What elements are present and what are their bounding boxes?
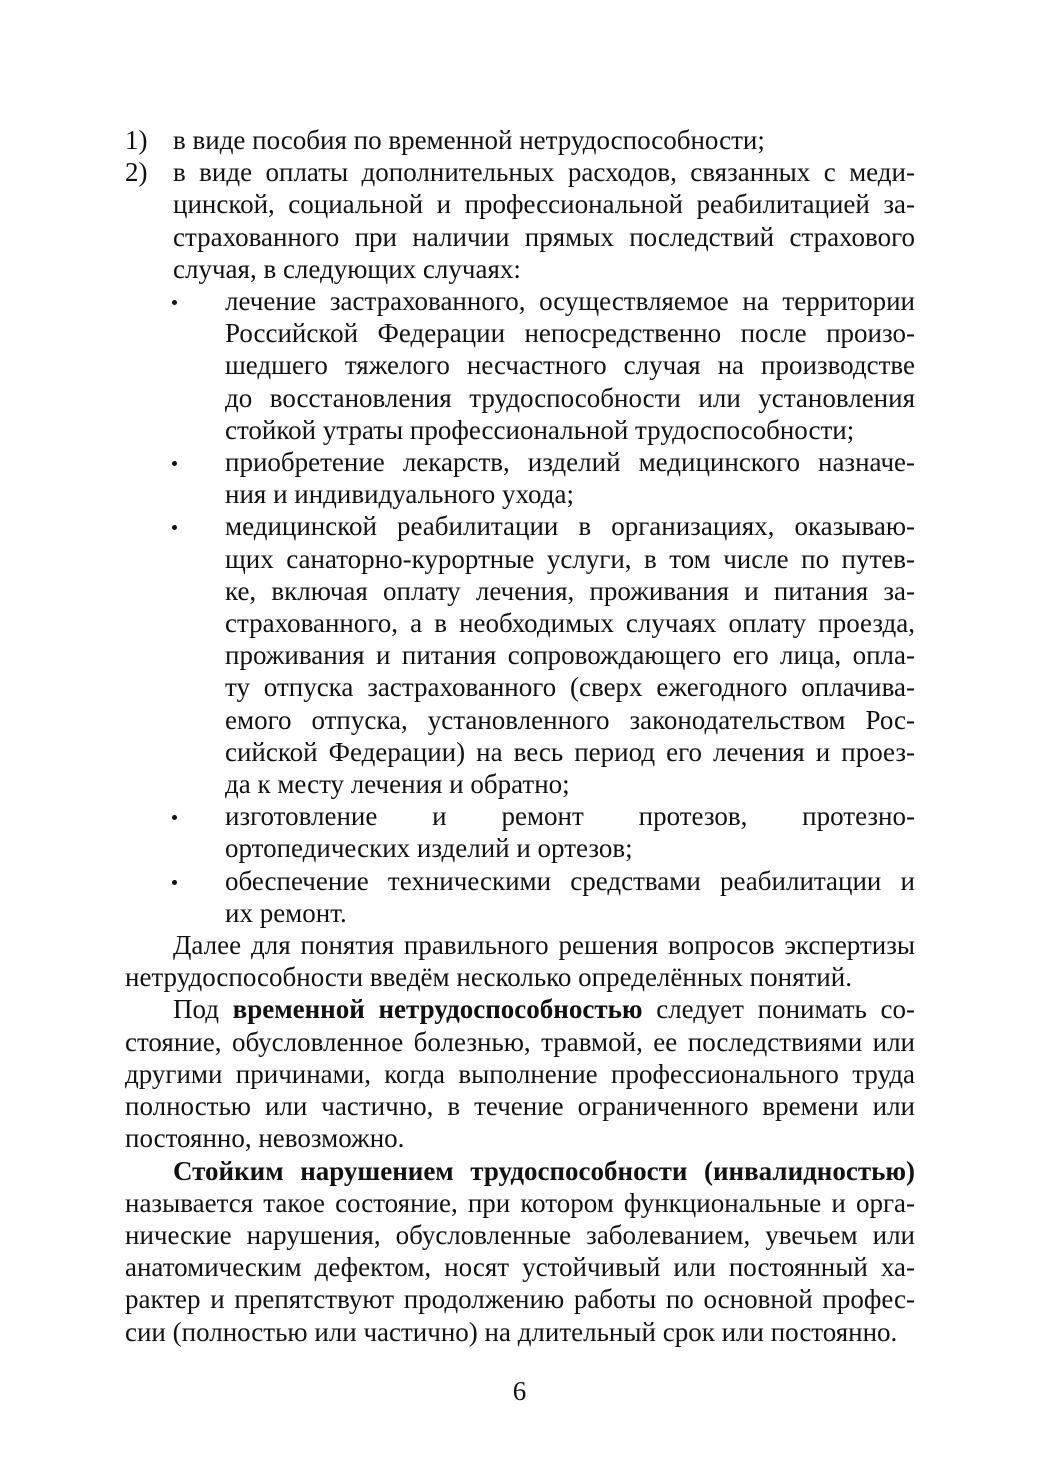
text-line: сии (полностью или частично) на длительный срок или постоянно. xyxy=(125,1316,898,1347)
text-line xyxy=(125,993,915,1025)
text-line xyxy=(125,1155,915,1187)
text-line: в виде оплаты дополнительных расходов, связанных с меди- xyxy=(173,157,915,188)
text-line: стояние, обусловленное болезнью, травмой, ее последствиями или xyxy=(125,1026,915,1057)
document-page xyxy=(125,124,915,1348)
bullet-icon xyxy=(172,300,177,305)
text-line: случая, в следующих случаях: xyxy=(173,253,521,284)
text-line: ту отпуска застрахованного (сверх ежегодного оплачива- xyxy=(225,672,915,703)
text-line: Далее для понятия правильного решения вопросов экспертизы xyxy=(173,930,915,961)
bullet-item-5 xyxy=(125,865,915,929)
text-line: стойкой утраты профессиональной трудоспособности; xyxy=(225,414,855,445)
text-line: до восстановления трудоспособности или установления xyxy=(225,382,915,413)
text-line: проживания и питания сопровождающего его лица, опла- xyxy=(225,640,915,671)
text-line: лечение застрахованного, осуществляемое на территории xyxy=(225,286,915,317)
text-line: страхованного при наличии прямых последствий страхового xyxy=(173,221,915,252)
text-line: сийской Федерации) на весь период его лечения и проез- xyxy=(225,736,915,767)
list-marker: 1) xyxy=(125,125,148,155)
text-line: медицинской реабилитации в организациях, оказываю- xyxy=(225,511,915,542)
text-line: Российской Федерации непосредственно после произо- xyxy=(225,318,915,349)
text-line: изготовление и ремонт протезов, протезно- xyxy=(225,801,915,832)
text-line: полностью или частично, в течение ограниченного времени или xyxy=(125,1091,915,1122)
text-line: емого отпуска, установленного законодательством Рос- xyxy=(225,704,915,735)
text-line: обеспечение техническими средствами реабилитации и xyxy=(225,865,915,896)
text-line: в виде пособия по временной нетрудоспособности; xyxy=(173,125,765,155)
list-marker: 2) xyxy=(125,157,148,188)
text-line: постоянно, невозможно. xyxy=(125,1123,405,1154)
bullet-item-2 xyxy=(125,446,915,510)
defined-term: Стойким нарушением трудоспособности (инвалидностью) xyxy=(173,1155,915,1186)
text-line: цинской, социальной и профессиональной реабилитацией за- xyxy=(173,189,915,220)
page-number: 6 xyxy=(512,1376,527,1406)
text-prefix: Под xyxy=(173,994,233,1025)
bullet-item-1 xyxy=(125,285,915,446)
text-line: нические нарушения, обусловленные заболеванием, увечьем или xyxy=(125,1219,915,1250)
paragraph-temporary-disability xyxy=(125,993,915,1154)
numbered-item-1 xyxy=(125,124,915,156)
bullet-icon xyxy=(172,525,177,530)
text-line: анатомическим дефектом, носят устойчивый или постоянный ха- xyxy=(125,1252,915,1283)
text-line: нетрудоспособности введём несколько определённых понятий. xyxy=(125,962,852,993)
numbered-item-2 xyxy=(125,156,915,285)
text-line: их ремонт. xyxy=(225,897,347,928)
text-line: приобретение лекарств, изделий медицинского назначе- xyxy=(225,447,915,478)
text-line: называется такое состояние, при котором функциональные и орга- xyxy=(125,1187,915,1218)
text-line: ке, включая оплату лечения, проживания и питания за- xyxy=(225,575,915,606)
text-continuation: следует понимать со- xyxy=(642,994,915,1025)
text-line: шедшего тяжелого несчастного случая на производстве xyxy=(225,350,915,381)
defined-term: временной нетрудоспособностью xyxy=(232,994,643,1025)
bullet-item-4 xyxy=(125,800,915,864)
text-line: рактер и препятствуют продолжению работы по основной профес- xyxy=(125,1284,915,1315)
text-line: страхованного, а в необходимых случаях оплату проезда, xyxy=(225,608,915,639)
paragraph-intro xyxy=(125,929,915,993)
text-line: щих санаторно-курортные услуги, в том числе по путев- xyxy=(225,543,915,574)
bullet-icon xyxy=(172,461,177,466)
bullet-item-3 xyxy=(125,510,915,800)
text-line: ортопедических изделий и ортезов; xyxy=(225,833,633,864)
text-line: ния и индивидуального ухода; xyxy=(225,479,574,510)
paragraph-persistent-disability xyxy=(125,1155,915,1348)
text-line: да к месту лечения и обратно; xyxy=(225,769,570,800)
bullet-icon xyxy=(172,815,177,820)
bullet-icon xyxy=(172,880,177,885)
text-line: другими причинами, когда выполнение профессионального труда xyxy=(125,1058,915,1089)
